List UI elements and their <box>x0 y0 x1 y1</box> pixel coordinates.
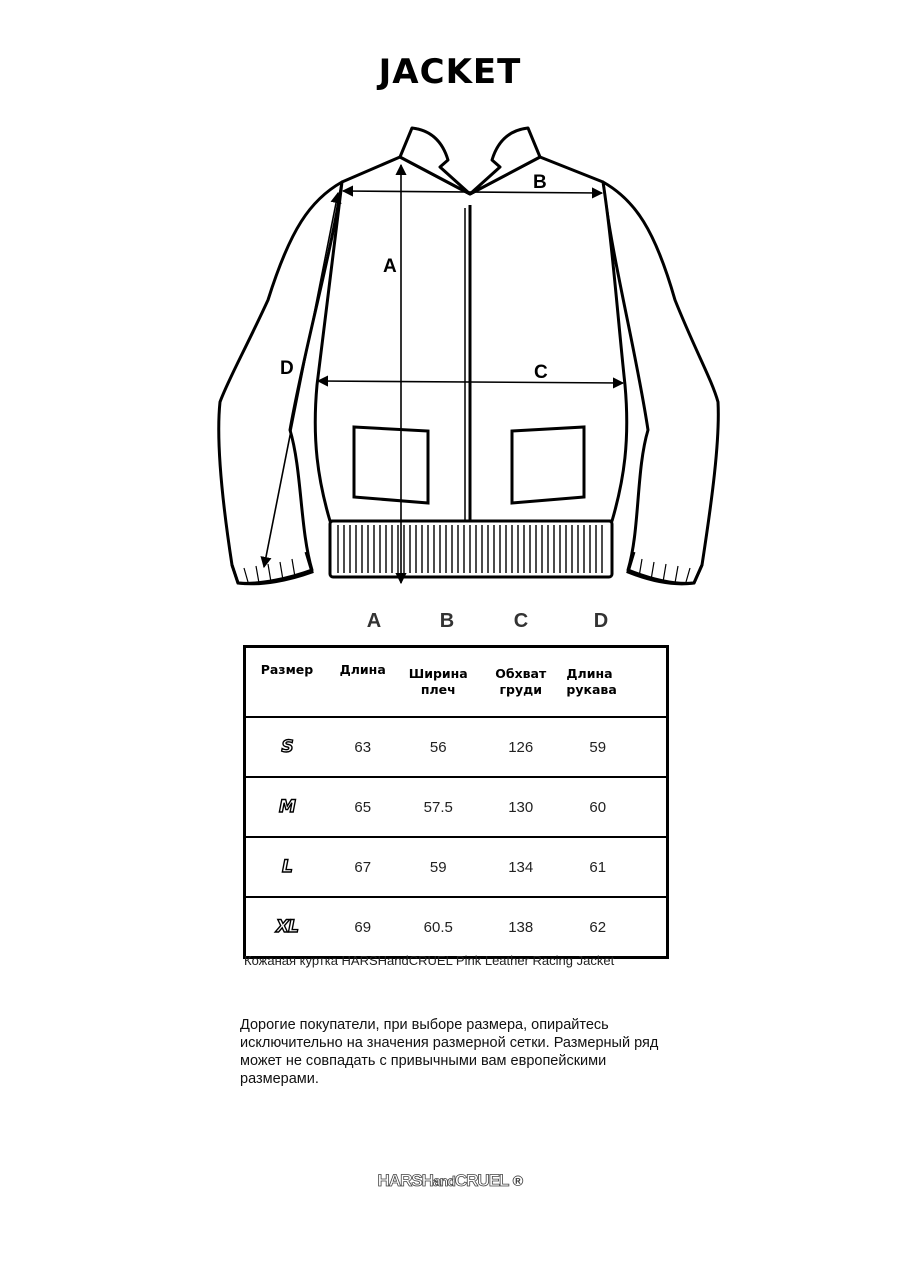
size-cell <box>245 837 328 897</box>
size-cell <box>245 717 328 777</box>
value-chest: 138 <box>508 918 534 936</box>
header-chest <box>479 647 562 718</box>
value-chest: 130 <box>479 777 562 837</box>
label-b: B <box>533 172 547 193</box>
column-letter-b: B <box>439 610 455 632</box>
table-row <box>245 777 668 837</box>
column-letter-a: A <box>366 610 382 632</box>
size-cell <box>245 777 328 837</box>
size-notice: Дорогие покупатели, при выборе размера, опирайтесь исключительно на значения размерной сетки. Размерный ряд может не совпадать с привычными вам европейскими размерами. <box>240 1017 659 1087</box>
table-row <box>245 717 668 777</box>
label-a: A <box>383 256 397 277</box>
header-shoulder-width <box>397 647 479 718</box>
header-sleeve-line1: Длина <box>566 666 613 681</box>
brand-word-harsh: HARSH <box>377 1171 433 1190</box>
value-chest: 134 <box>479 837 562 897</box>
value-sleeve: 62 <box>589 918 607 936</box>
jacket-diagram <box>0 0 900 600</box>
value-length: 67 <box>328 837 398 897</box>
value-chest: 126 <box>479 717 562 777</box>
column-letter-d: D <box>593 610 609 632</box>
size-cell <box>245 897 328 958</box>
size-table <box>243 645 669 959</box>
column-letter-c: C <box>513 610 529 632</box>
waistband <box>330 521 612 577</box>
size-label: XL <box>275 917 298 937</box>
value-sleeve: 59 <box>562 717 667 777</box>
header-size <box>245 647 328 718</box>
header-sleeve-length <box>562 647 667 718</box>
left-pocket <box>354 427 428 503</box>
label-c: C <box>534 362 548 383</box>
table-row <box>245 897 668 958</box>
brand-logo <box>0 1171 900 1191</box>
size-label: L <box>282 857 292 877</box>
product-caption: Кожаная куртка HARSHandCRUEL Pink Leather Racing Jacket <box>244 953 615 968</box>
label-d: D <box>280 358 294 379</box>
brand-word-and: and <box>432 1173 455 1189</box>
header-shoulder-width-line2: плеч <box>420 682 456 697</box>
value-sleeve: 60 <box>562 777 667 837</box>
header-sleeve-line2: рукава <box>566 682 617 697</box>
value-shoulder: 57.5 <box>397 777 479 837</box>
value-shoulder: 60.5 <box>423 918 453 936</box>
value-length: 69 <box>354 918 372 936</box>
size-label: M <box>279 797 295 817</box>
value-length: 65 <box>328 777 398 837</box>
table-header-row <box>245 647 668 718</box>
table-row <box>245 837 668 897</box>
brand-word-cruel: CRUEL <box>454 1171 509 1190</box>
value-shoulder: 59 <box>397 837 479 897</box>
right-pocket <box>512 427 584 503</box>
header-chest-line1: Обхват <box>495 666 547 681</box>
page-title: JACKET <box>378 52 522 92</box>
header-chest-line2: груди <box>499 682 542 697</box>
header-shoulder-width-line1: Ширина <box>408 666 468 681</box>
column-letters <box>0 610 900 638</box>
registered-mark: ® <box>512 1173 523 1190</box>
value-shoulder: 56 <box>397 717 479 777</box>
header-length-label: Длина <box>339 662 386 677</box>
header-size-label: Размер <box>260 662 314 677</box>
value-sleeve: 61 <box>562 837 667 897</box>
value-length: 63 <box>328 717 398 777</box>
header-length <box>328 647 398 718</box>
size-label: S <box>281 737 293 757</box>
